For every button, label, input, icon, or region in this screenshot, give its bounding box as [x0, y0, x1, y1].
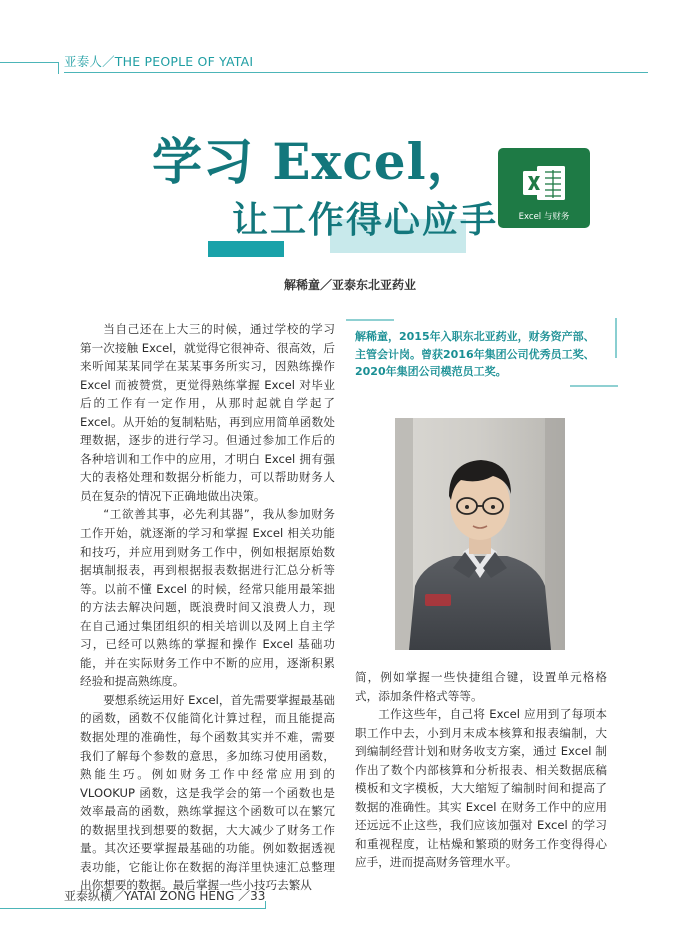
author-byline: 解稀童／亚泰东北亚药业 [283, 278, 416, 292]
article-title-line2: 让工作得心应手 [232, 199, 499, 241]
body-paragraph: “工欲善其事，必先利其器”，我从参加财务工作开始，就逐渐的学习和掌握 Excel 相关功能和技巧，并应用到财务工作中，例如根据原始数据填制报表，再到根据报表数据进行汇总分析等等。以前不懂 Excel 的时候，经常只能用最笨拙的方法去解决问题，既浪费时间又浪费人力，现在自己通过集团组织的相关培训以及网上自主学习，已经可以熟练的掌握和操作 Excel 基础功能，并在实际财务工作中不断的应用，逐渐积累经验和提高熟练度。 [80, 507, 335, 689]
excel-logo [498, 148, 590, 228]
header-corner-line [0, 62, 59, 74]
body-paragraph: 简，例如掌握一些快捷组合键，设置单元格格式，添加条件格式等等。 [355, 670, 607, 703]
page-header [0, 50, 700, 74]
article-title-line1: 学习 Excel， [152, 132, 478, 191]
page-footer: 亚泰纵横／YATAI ZONG HENG ／33 [64, 889, 266, 903]
body-paragraph: 当自己还在上大三的时候，通过学校的学习第一次接触 Excel，就觉得它很神奇、很高效，后来听闻某某同学在某某事务所实习，因熟练操作 Excel 而被赞赏，更觉得熟练掌握 Excel 对毕业后的工作有一定作用，从那时起就自学起了 Excel。从开始的复制粘贴，再到应用简单函数处理数据，逐步的进行学习。但通过参加工作后的各种培训和工作中的应用，才明白 Excel 拥有强大的表格处理和数据分析能力，可以帮助财务人员在复杂的情况下正确地做出决策。 [80, 322, 335, 503]
footer-rule [0, 908, 265, 909]
logo-caption: Excel 与财务 [518, 212, 570, 222]
article-body-left [80, 320, 335, 895]
author-photo [395, 418, 565, 650]
article-body-right [355, 668, 607, 872]
header-rule [64, 72, 648, 73]
body-paragraph: 要想系统运用好 Excel，首先需要掌握最基础的函数，函数不仅能简化计算过程，而且能提高数据处理的准确性，每个函数其实并不难，需要我们了解每个参数的意思，多加练习使用函数，熟能生巧。例如财务工作中经常应用到的VLOOKUP 函数，这是我学会的第一个函数也是效率最高的函数，熟练掌握这个函数可以在繁冗的数据里找到想要的数据，大大减少了财务工作量。其次还要掌握最基础的功能。例如数据透视表功能，它能让你在数据的海洋里快速汇总整理出你想要的数据。最后掌握一些小技巧去繁从 [80, 692, 335, 893]
footer-rule-tick [265, 901, 266, 909]
section-label: 亚泰人／THE PEOPLE OF YATAI [64, 54, 254, 69]
portrait-image [395, 418, 565, 650]
body-paragraph: 工作这些年，自己将 Excel 应用到了每项本职工作中去，小到月末成本核算和报表编制，大到编制经营计划和财务收支方案，通过 Excel 制作出了数个内部核算和分析报表、相关数据底稿模板和文字模板，大大缩短了编制时间和提高了数据的准确性。其实 Excel 在财务工作中的应用还远远不止这些，我们应该加强对 Excel 的学习和重视程度，让枯燥和繁琐的财务工作变得得心应手，进而提高财务管理水平。 [355, 707, 607, 870]
author-bio: 解稀童，2015年入职东北亚药业，财务资产部、主管会计岗。曾获2016年集团公司优秀员工奖、2020年集团公司模范员工奖。 [355, 330, 595, 378]
excel-logo-icon [521, 164, 567, 202]
